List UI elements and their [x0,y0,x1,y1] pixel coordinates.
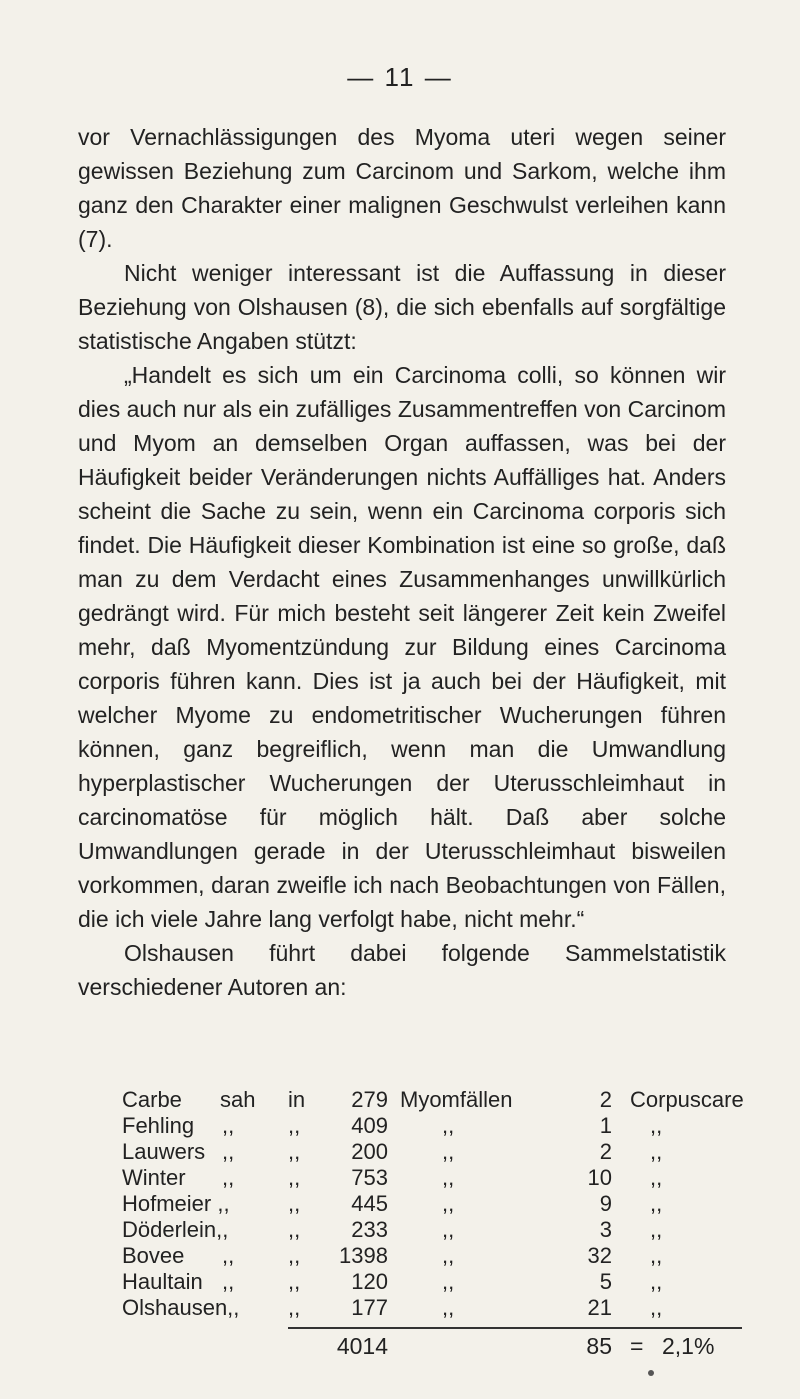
row-ditto: ,, [288,1165,301,1190]
statistics-table [122,1087,742,1363]
table-row [122,1165,742,1191]
row-ditto: ,, [222,1243,235,1268]
table-row [122,1139,742,1165]
table-row [122,1295,742,1321]
table-row [122,1191,742,1217]
paragraph-quote: „Handelt es sich um ein Carcinoma colli, so können wir dies auch nur als ein zufälliges Zusammentreffen von Carcinom und Myom an demselben Organ auffassen, was bei der Häufigkeit beider Veränderungen nichts Auffälliges hat. Anders scheint die Sache zu sein, wenn ein Carcinoma corporis sich findet. Die Häufigkeit dieser Kombination ist eine so große, daß man zu dem Verdacht eines Zusammenhanges unwillkürlich gedrängt wird. Für mich besteht seit längerer Zeit kein Zweifel mehr, daß Myomentzündung zur Bildung eines Carcinoma corporis führen kann. Dies ist ja auch bei der Häufigkeit, mit welcher Myome zu endometritischer Wucherungen führen können, ganz begreiflich, wenn man die Umwandlung hyperplastischer Wucherungen der Uterusschleimhaut in carcinomatöse für möglich hält. Daß aber solche Umwandlungen gerade in der Uterusschleimhaut bisweilen vorkommen, daran zweifle ich nach Beobachtungen von Fällen, die ich viele Jahre lang verfolgt habe, nicht mehr.“ [78,362,726,932]
header-corpus: 2 [599,1087,612,1112]
row-corpus: 5 [599,1269,612,1294]
paragraph-1: vor Vernachlässigungen des Myoma uteri wegen seiner gewissen Beziehung zum Carcinom und Sarkom, welche ihm ganz den Charakter einer malignen Geschwulst verleihen kann (7). [78,124,726,252]
row-ditto: ,, [288,1113,301,1138]
row-author: Hofmeier ,, [122,1191,230,1216]
row-ditto: ,, [222,1165,235,1190]
equals-sign: = [630,1333,644,1359]
row-ditto: ,, [288,1295,301,1320]
row-ditto: ,, [222,1269,235,1294]
row-ditto: ,, [442,1243,455,1268]
row-author: Bovee [122,1243,185,1268]
ink-speck [648,1370,654,1376]
row-ditto: ,, [288,1269,301,1294]
row-corpus: 10 [587,1165,612,1190]
row-author: Döderlein,, [122,1217,229,1242]
row-corpus: 1 [599,1113,612,1138]
row-ditto: ,, [222,1139,235,1164]
row-corpus: 9 [599,1191,612,1216]
row-author: Fehling [122,1113,195,1138]
table-row [122,1217,742,1243]
row-ditto: ,, [442,1139,455,1164]
row-ditto: ,, [442,1269,455,1294]
row-corpus: 3 [599,1217,612,1242]
row-ditto: ,, [650,1113,663,1138]
row-cases: 200 [351,1139,388,1164]
row-ditto: ,, [650,1217,663,1242]
row-author: Lauwers [122,1139,206,1164]
row-ditto: ,, [650,1269,663,1294]
row-corpus: 21 [587,1295,612,1320]
row-cases: 409 [351,1113,388,1138]
row-cases: 445 [351,1191,388,1216]
header-cases-label: Myomfällen [400,1087,513,1112]
paragraph-4: Olshausen führt dabei folgende Sammelstatistik verschiedener Autoren an: [78,940,726,1000]
row-cases: 120 [351,1269,388,1294]
row-ditto: ,, [288,1217,301,1242]
row-corpus: 2 [599,1139,612,1164]
row-ditto: ,, [650,1165,663,1190]
row-cases: 753 [351,1165,388,1190]
header-corpus-label: Corpuscare [630,1087,744,1112]
total-percent: 2,1% [662,1333,715,1359]
table-row [122,1113,742,1139]
body-text [78,120,726,1004]
row-author: Winter [122,1165,186,1190]
table-row [122,1243,742,1269]
row-cases: 177 [351,1295,388,1320]
paragraph-2: Nicht weniger interessant ist die Auffassung in dieser Beziehung von Olshausen (8), die sich ebenfalls auf sorgfältige statistische Angaben stützt: [78,260,726,354]
row-ditto: ,, [442,1191,455,1216]
row-ditto: ,, [222,1113,235,1138]
row-author: Olshausen,, [122,1295,240,1320]
total-cases: 4014 [336,1333,388,1359]
row-ditto: ,, [288,1191,301,1216]
table-row [122,1269,742,1295]
header-name: Carbe [122,1087,182,1112]
row-ditto: ,, [650,1295,663,1320]
row-corpus: 32 [587,1243,612,1268]
total-corpus: 85 [586,1333,612,1359]
header-cases: 279 [351,1087,388,1112]
row-ditto: ,, [288,1139,301,1164]
table-header-row [122,1087,742,1113]
totals-row [122,1329,742,1363]
row-ditto: ,, [442,1217,455,1242]
row-ditto: ,, [442,1165,455,1190]
row-ditto: ,, [442,1113,455,1138]
row-ditto: ,, [650,1191,663,1216]
row-ditto: ,, [288,1243,301,1268]
header-verb: sah [220,1087,256,1112]
header-prep: in [288,1087,306,1112]
row-author: Haultain [122,1269,203,1294]
row-cases: 233 [351,1217,388,1242]
row-ditto: ,, [650,1243,663,1268]
row-cases: 1398 [339,1243,388,1268]
page-number: — 11 — [347,62,453,92]
row-ditto: ,, [442,1295,455,1320]
row-ditto: ,, [650,1139,663,1164]
